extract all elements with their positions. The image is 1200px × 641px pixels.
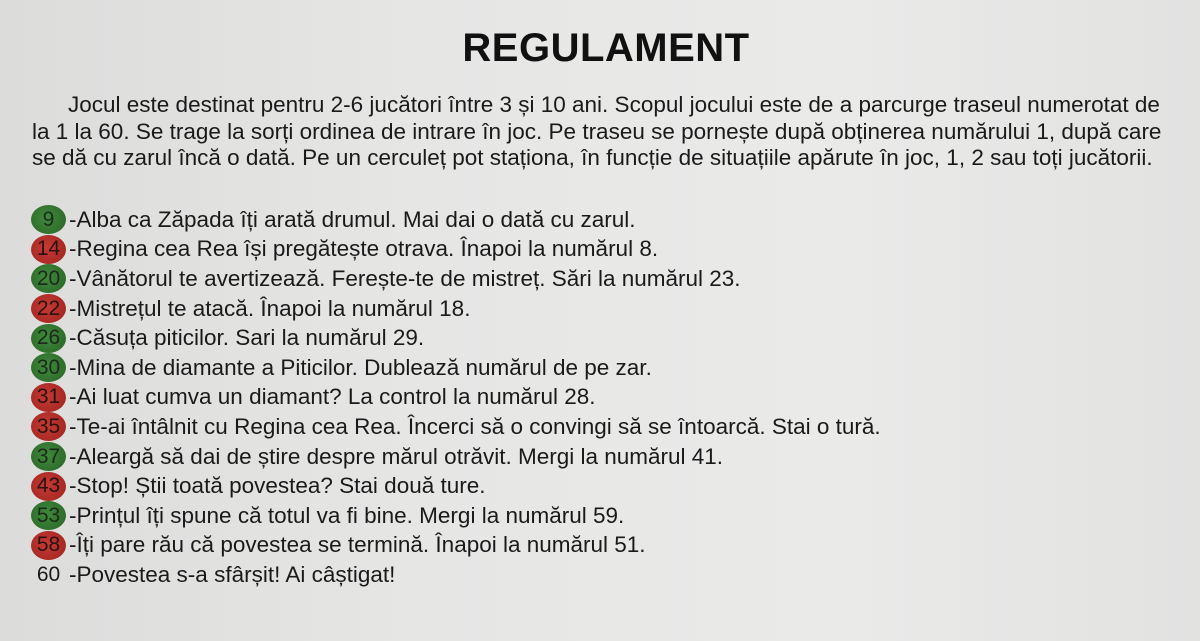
rule-item [31, 353, 1181, 383]
square-number-badge: 58 [31, 531, 66, 560]
rule-text: -Vânătorul te avertizează. Ferește-te de mistreț. Sări la numărul 23. [69, 265, 741, 291]
rule-text: -Căsuța piticilor. Sari la numărul 29. [69, 325, 425, 351]
rule-text: -Regina cea Rea își pregătește otrava. Înapoi la numărul 8. [69, 236, 659, 262]
rule-item [31, 501, 1181, 531]
rule-item [31, 235, 1181, 265]
square-number-badge: 35 [31, 412, 66, 441]
square-number-badge: 14 [31, 235, 66, 264]
square-number-badge: 26 [31, 324, 66, 353]
page-title: REGULAMENT [462, 26, 750, 70]
square-number-badge: 37 [31, 442, 66, 471]
rule-text: -Povestea s-a sfârșit! Ai câștigat! [69, 561, 396, 587]
rule-text: -Mistrețul te atacă. Înapoi la numărul 18. [69, 295, 471, 321]
square-number-badge: 22 [31, 294, 66, 323]
rule-item [31, 560, 1181, 590]
rule-text: -Aleargă să dai de știre despre mărul otrăvit. Mergi la numărul 41. [69, 443, 724, 469]
square-number-badge: 9 [31, 205, 66, 234]
rule-text: -Prințul îți spune că totul va fi bine. Mergi la numărul 59. [69, 502, 625, 528]
square-number-badge: 20 [31, 264, 66, 293]
rule-item [31, 471, 1181, 501]
intro-paragraph: Jocul este destinat pentru 2-6 jucători între 3 și 10 ani. Scopul jocului este de a parcurge traseul numerotat de la 1 la 60. Se trage la sorți ordinea de intrare în joc. Pe traseu se pornește după obținerea numărului 1, după care se dă cu zarul încă o dată. Pe un cerculeț pot staționa, în funcție de situațiile apărute în joc, 1, 2 sau toți jucătorii. [32, 92, 1162, 170]
rule-item [31, 531, 1181, 561]
rule-item [31, 383, 1181, 413]
rule-text: -Alba ca Zăpada îți arată drumul. Mai dai o dată cu zarul. [69, 206, 636, 232]
rule-text: -Îți pare rău că povestea se termină. Înapoi la numărul 51. [69, 532, 646, 558]
rule-text: -Stop! Știi toată povestea? Stai două ture. [69, 473, 486, 499]
rule-text: -Mina de diamante a Piticilor. Dublează numărul de pe zar. [69, 354, 652, 380]
rule-item [31, 412, 1181, 442]
square-number-badge: 43 [31, 472, 66, 501]
rule-item [31, 264, 1181, 294]
rule-text: -Te-ai întâlnit cu Regina cea Rea. Încerci să o convingi să se întoarcă. Stai o tură. [69, 413, 881, 439]
rule-item [31, 205, 1181, 235]
square-number-badge: 30 [31, 353, 66, 382]
square-number-badge: 53 [31, 501, 66, 530]
rule-item [31, 442, 1181, 472]
square-number-badge: 60 [36, 562, 61, 586]
rule-text: -Ai luat cumva un diamant? La control la numărul 28. [69, 384, 596, 410]
square-number-badge: 31 [31, 383, 66, 412]
rule-item [31, 323, 1181, 353]
rule-item [31, 294, 1181, 324]
rules-list [31, 205, 1181, 590]
